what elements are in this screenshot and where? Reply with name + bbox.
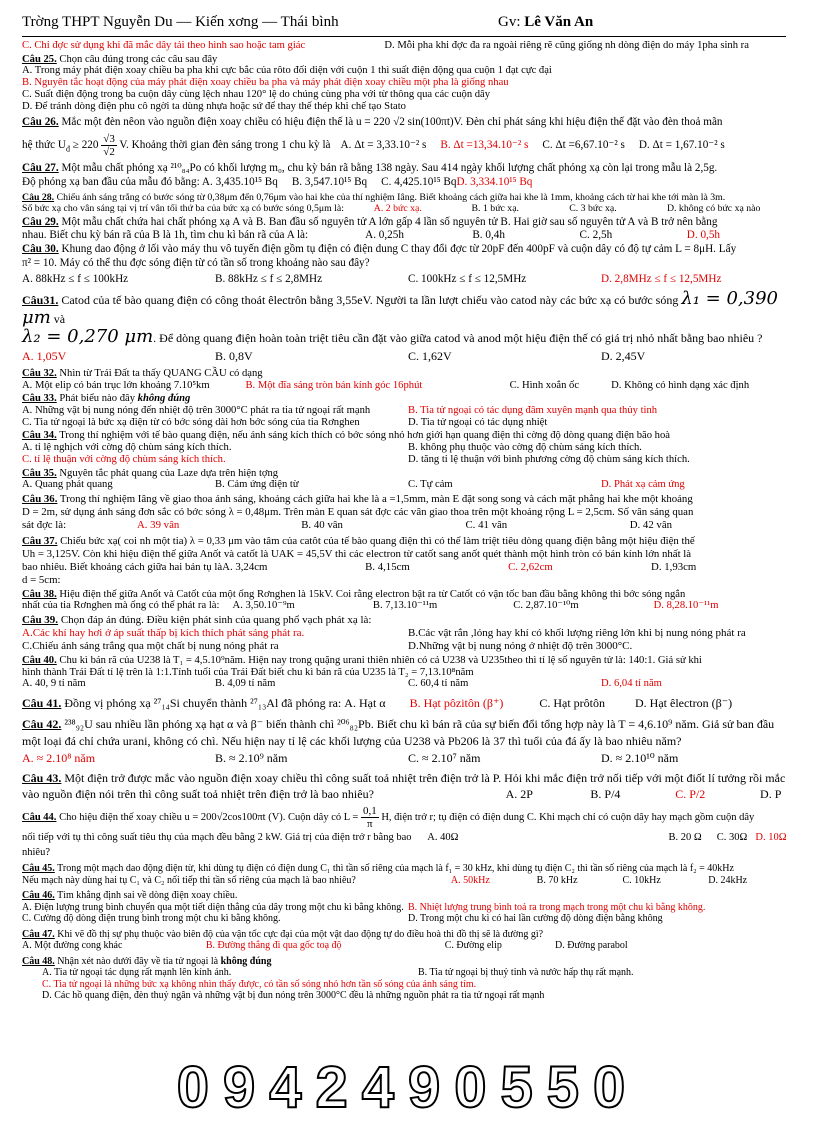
option-a: A. 50kHz: [450, 874, 490, 886]
option-c: C. 100kHz ≤ f ≤ 12,5MHz: [408, 273, 527, 286]
question-27: Câu 27. Một mẫu chất phóng xạ ²¹⁰₈₄Po có khối lượng m₀, chu kỳ bán rã bằng 138 ngày. Sau 414 ngày khối lượng chất phóng xạ còn lại trong mẫu là 2,5g. Độ phóng xạ ban đầu của mẫu đó bằng: A. 3,435.10¹⁵ Bq B. 3,547.10¹⁵ Bq C. 4,425.10¹⁵ BqD. 3,334.10¹⁵ Bq: [22, 162, 718, 189]
option-a: A. 1,05V: [22, 348, 67, 363]
question-label: Câu31.: [22, 292, 59, 307]
question-47: Câu 47. Khi vẽ đồ thị sự phụ thuộc vào biên độ của vận tốc cực đại của một vật dao động tự do điều hoà thì đồ thị sẽ là đường gì? A. Một đường cong khác B. Đường thẳng đi qua gốc toạ độ C. Đường elip D. Đường parabol: [22, 929, 794, 952]
option-a: A. Những vật bị nung nóng đến nhiệt độ trên 3000°C phát ra tia tử ngoại rất mạnh: [22, 405, 371, 417]
option-a: A. Một elip có bán trục lớn khoảng 7.10⁵km: [22, 379, 210, 391]
option-d: D. Phát xạ cảm ứng: [601, 479, 685, 491]
option-a: A. 0,25h: [365, 228, 404, 241]
question-label: Câu 45.: [22, 863, 55, 875]
teacher-name: Lê Văn An: [524, 14, 594, 30]
option-a: A. Điện lượng trung bình chuyển qua một tiết diện thẳng của dây trong một chu kì bằng không.: [22, 901, 404, 913]
option-c: C. 60,4 tỉ năm: [408, 678, 469, 690]
option-c: C. Tia tử ngoại là bức xạ điện từ có bớc sóng dài hơn bớc sóng của tia Rơnghen: [22, 416, 360, 428]
option-a: A. Trong máy phát điện xoay chiều ba pha khi cực bắc của rôto đối diện với cuộn 1 thì suất điện động qua cuộn 1 đạt cực đại: [22, 65, 552, 77]
question-label: Câu 38.: [22, 588, 57, 600]
option-a: A. 3,50.10⁻⁹m: [232, 600, 295, 612]
option-b: B. Δt =13,34.10⁻² s: [440, 139, 529, 152]
option-b: B. 0,8V: [215, 348, 253, 363]
option-d: D.Những vật bị nung nóng ở nhiệt độ trên 3000°C.: [408, 639, 633, 652]
option-b: B. 4,09 tỉ năm: [215, 678, 276, 690]
option-b: B. 20 Ω: [668, 832, 702, 844]
option-c: C. Δt =6,67.10⁻² s: [542, 139, 625, 152]
option-c: C. 41 vân: [465, 518, 508, 531]
option-d: D. 2,8MHz ≤ f ≤ 12,5MHz: [601, 273, 722, 286]
option-d: D. 0,5h: [686, 228, 721, 241]
question-26: Câu 26. Mắc một đèn nêon vào nguồn điện xoay chiều có hiệu điện thế là u = 220 √2 sin(100πt)V. Đèn chỉ phát sáng khi hiệu điện thế đặt vào đèn thoả mãn hệ thức $U_đ \ge 220$ $\frac{√3}{√2}$ V. Khoảng thời gian đèn sáng trong 1 chu kỳ là A. Δt = 3,33.10⁻² s B. Δt =13,34.10⁻² s C. Δt =6,67.10⁻² s D. Δt = 1,67.10⁻² s: [22, 116, 725, 159]
question-label: Câu 30.: [22, 243, 59, 256]
option-c: C. 30Ω: [716, 832, 748, 844]
option-a: A. 3,435.10¹⁵ Bq: [201, 176, 278, 189]
option-b: B. 3,547.10¹⁵ Bq: [291, 176, 368, 189]
option-d: D. 6,04 tỉ năm: [601, 678, 662, 690]
question-label: Câu 47.: [22, 928, 55, 940]
question-label: Câu 32.: [22, 367, 57, 379]
option-b: B. 40 vân: [301, 518, 343, 531]
option-d: D. tăng tỉ lệ thuận với bình phương cờng độ chùm sáng kích thích.: [408, 453, 690, 465]
option-a: A. 39 vân: [136, 518, 180, 531]
option-a: A. 88kHz ≤ f ≤ 100kHz: [22, 273, 129, 286]
option-c: C. 10kHz: [622, 874, 661, 886]
option-d: D. 1,93cm: [651, 560, 697, 573]
option-b: B. Tia tử ngoại bị thuỷ tinh và nước hấp thụ rất mạnh.: [418, 967, 634, 979]
question-label: Câu 39.: [22, 613, 59, 626]
option-d: D. Đường parabol: [555, 940, 628, 952]
question-label: Câu 25.: [22, 53, 57, 65]
question-label: Câu 28.: [22, 192, 55, 204]
option-d: D. Để tránh dòng điện phu cô ngời ta dùng nhựa hoặc sứ để thay thế thép khi chế tạo Stato: [22, 100, 406, 112]
option-c: C. Hình xoắn ốc: [509, 379, 580, 391]
question-label: Câu 37.: [22, 535, 58, 548]
question-label: Câu 43.: [22, 771, 62, 786]
question-label: Câu 44.: [22, 811, 57, 823]
question-48: Câu 48. Nhận xét nào dưới đây về tia tử ngoại là không đúng A. Tia tử ngoại tác dụng rất mạnh lên kính ảnh. B. Tia tử ngoại bị thuỷ tinh và nước hấp thụ rất mạnh. C. Tia tử ngoại là những bức xạ không nhìn thấy được, có tần số sóng nhỏ hơn tần số sóng của ánh sáng tím. D. Các hồ quang điện, đèn thuỷ ngân và những vật bị đun nóng trên 3000°C đều là những nguồn phát ra tia tử ngoại rất mạnh: [22, 956, 794, 1002]
option-a: A. 2 bức xạ.: [373, 203, 422, 215]
question-label: Câu 27.: [22, 162, 59, 175]
question-label: Câu 36.: [22, 492, 58, 505]
option-c: C. Tia tử ngoại là những bức xạ không nhìn thấy được, có tần số sóng nhỏ hơn tần số sóng của ánh sáng tím.: [42, 978, 477, 990]
option-c: C. Đường elip: [444, 940, 502, 952]
question-24-tail: [22, 40, 794, 52]
option-a: A. 2P: [505, 787, 533, 802]
question-label: Câu 42.: [22, 717, 62, 732]
option-d: D. 3,334.10¹⁵ Bq: [456, 176, 533, 189]
option-a: A. 40Ω: [427, 832, 459, 844]
option-c: C. P/2: [675, 787, 706, 802]
teacher-credit: Gv: Lê Văn An: [498, 14, 594, 30]
question-25: Câu 25. Chọn câu đúng trong các câu sau đây A. Trong máy phát điện xoay chiều ba pha khi cực bắc của rôto đối diện với cuộn 1 thì suất điện động qua cuộn 1 đạt cực đại B. Nguyên tắc hoạt động của máy phát điện xoay chiều ba pha và máy phát điện xoay chiều một pha là giống nhau C. Suất điện động trong ba cuộn dây cùng lệch nhau 120° lệ do chúng cùng pha với từ thông qua các cuộn dây D. Để tránh dòng điện phu cô ngời ta dùng nhựa hoặc sứ để thay thế thép khi chế tạo Stato: [22, 54, 794, 113]
question-36: Câu 36. Trong thí nghiệm Iâng về giao thoa ánh sáng, khoảng cách giữa hai khe là a =1,5mm, màn E đặt song song và cách mặt phẳng hai khe một khoảng D = 2m, sử dụng ánh sáng đơn sắc có bớc sóng λ = 0,48μm. Trên màn E quan sát đợc các vân giao thoa trên một khoảng rộng L = 2,5cm. Số vân sáng quan sát đợc là: A. 39 vân B. 40 vân C. 41 vân D. 42 vân: [22, 493, 794, 531]
question-44: Câu 44. Cho hiệu điện thế xoay chiều u = 200√2cos100πt (V). Cuộn dây có L = $\frac{0,1}{\pi}$ H, điện trở r; tụ điện có điện dung C. Khi mạch chỉ có cuộn dây hay mạch gồm cuộn dây nối tiếp với tụ thì công suất tiêu thụ của mạch đều bằng 2 kW. Giá trị của điện trở r bằng bao nhiêu? A. 40Ω B. 20 Ω C. 30Ω D. 10Ω: [22, 805, 794, 860]
question-34: Câu 34. Trong thí nghiệm với tế bào quang điện, nếu ánh sáng kích thích có bớc sóng nhỏ hơn giới hạn quang điện thì cờng độ dòng quang điện bão hoà A. tỉ lệ nghịch với cờng độ chùm sáng kích thích. B. không phụ thuộc vào cờng độ chùm sáng kích thích. C. tỉ lệ thuận với cờng độ chùm sáng kích thích. D. tăng tỉ lệ thuận với bình phương cờng độ chùm sáng kích thích.: [22, 430, 794, 465]
option-a: A. Hạt α: [344, 696, 386, 711]
question-label: Câu 34.: [22, 430, 57, 442]
question-42: Câu 42. ²³⁸₉₂U sau nhiều lần phóng xạ hạt α và β⁻ biến thành chì ²⁰⁶₈₂Pb. Biết chu kì bán rã của sự biến đổi tổng hợp này là T = 4,6.10⁹ năm. Giả sử ban đầu một loại đá chỉ chứa urani, không có chì. Nếu hiện nay tỉ lệ các khối lượng của U238 và Pb206 là 37 thì tuổi của đá ấy là bao nhiêu năm? A. ≈ 2.10⁸ năm B. ≈ 2.10⁹ năm C. ≈ 2.10⁷ năm D. ≈ 2.10¹⁰ năm: [22, 716, 794, 767]
question-46: Câu 46. Tìm khẳng định sai về dòng điện xoay chiều. A. Điện lượng trung bình chuyển qua một tiết diện thẳng của dây trong một chu kì bằng không. B. Nhiệt lượng trung bình toả ra trong mạch trong một chu kì bằng không. C. Cường độ dòng điện trung bình trong một chu kì bằng không. D. Trong một chu kì có hai lần cường độ dòng điện bằng không: [22, 890, 794, 925]
option-a: A. Quang phát quang: [22, 479, 113, 491]
option-b: B. không phụ thuộc vào cờng độ chùm sáng kích thích.: [408, 442, 642, 454]
option-d: D. ≈ 2.10¹⁰ năm: [601, 751, 679, 766]
option-d: D. Δt = 1,67.10⁻² s: [638, 139, 725, 152]
question-28: Câu 28. Chiếu ánh sáng trắng có bước sóng từ 0,38μm đến 0,76μm vào hai khe của thí nghiệm Iâng. Biết khoảng cách giữa hai khe là 1mm, khoảng cách từ hai khe tới màn là 3m. Số bức xạ cho vân sáng tại vị trí vân tối thứ ba của bức xạ có bước sóng 0,5μm là: A. 2 bức xạ. B. 1 bức xạ. C. 3 bức xạ. D. không có bức xạ nào: [22, 192, 794, 214]
question-33: Câu 33. Phát biểu nào đây không đúng A. Những vật bị nung nóng đến nhiệt độ trên 3000°C phát ra tia tử ngoại rất mạnh B. Tia tử ngoại có tác dụng đâm xuyên mạnh qua thủy tinh C. Tia tử ngoại là bức xạ điện từ có bớc sóng dài hơn bớc sóng của tia Rơnghen D. Tia tử ngoại có tác dụng nhiệt: [22, 393, 794, 428]
option-d: D. Không có hình dạng xác định: [611, 379, 750, 391]
page-header: [22, 12, 786, 37]
school-name: Trờng THPT Nguyễn Du — Kiến xơng — Thái bình: [22, 14, 339, 30]
question-31: Câu31. Catod của tế bào quang điện có công thoát êlectrôn bằng 3,55eV. Người ta lần lượt chiếu vào catod này các bức xạ có bước sóng λ₁ = 0,390 μm và λ₂ = 0,270 μm. Để dòng quang điện hoàn toàn triệt tiêu cần đặt vào giữa catod và anod một hiệu điện thế có giá trị nhỏ nhất bằng bao nhiêu ? A. 1,05V B. 0,8V C. 1,62V D. 2,45V: [22, 290, 794, 365]
option-a: A.Các khí hay hơi ở áp suất thấp bị kích thích phát sáng phát ra.: [22, 626, 305, 639]
option-b: B. 1 bức xạ.: [471, 203, 519, 215]
fraction: $\frac{0,1}{\pi}$: [362, 805, 377, 831]
question-label: Câu 33.: [22, 393, 57, 405]
question-30: Câu 30. Khung dao động ở lối vào máy thu vô tuyến điện gồm tụ điện có điện dung C thay đổi đợc từ 20pF đến 400pF và cuộn dây có độ tự cảm L = 8μH. Lấy π² = 10. Máy có thể thu đợc sóng điện từ có tần số trong khoảng nào sau đây? A. 88kHz ≤ f ≤ 100kHz B. 88kHz ≤ f ≤ 2,8MHz C. 100kHz ≤ f ≤ 12,5MHz D. 2,8MHz ≤ f ≤ 12,5MHz: [22, 243, 794, 287]
option-b: B.Các vật rắn ,lỏng hay khí có khối lượng riêng lớn khi bị nung nóng phát ra: [408, 626, 746, 639]
lambda-1: λ₁ = 0,390 μm: [22, 287, 778, 328]
question-38: Câu 38. Hiệu điện thế giữa Anốt và Catốt của một ống Rơnghen là 15kV. Coi rằng electron bật ra từ Catốt có vận tốc ban đầu bằng không thì bớc sóng ngắn nhất của tia Rơnghen mà ống có thể phát ra là: A. 3,50.10⁻⁹m B. 7,13.10⁻¹¹m C. 2,87.10⁻¹⁰m D. 8,28.10⁻¹¹m: [22, 589, 794, 612]
option-d: D. Hạt êlectron (β⁻): [635, 696, 733, 711]
option-d: D. 24kHz: [708, 874, 748, 886]
question-37: Câu 37. Chiếu bức xạ( coi nh một tia) λ = 0,33 μm vào tâm của catôt của tế bào quang điện thì có thể làm triệt tiêu dòng quang điện bằng một hiệu điện thế Uh = 3,125V. Còn khi hiệu điện thế giữa Anốt và catốt là UAK = 45,5V thì các electron từ catốt sang anốt quét thành một hình tròn có bán kính lớn nhất là bao nhiêu. Biết khoảng cách giữa hai bản tụ là d = 5cm: A. 3,24cm B. 4,15cm C. 2,62cm D. 1,93cm: [22, 535, 794, 586]
option-c: C. 2,62cm: [508, 560, 553, 573]
question-label: Câu 48.: [22, 955, 55, 967]
question-label: Câu 40.: [22, 654, 57, 666]
question-label: Câu 46.: [22, 890, 55, 902]
option-a: A. 3,24cm: [222, 560, 268, 573]
option-d: D. Các hồ quang điện, đèn thuỷ ngân và những vật bị đun nóng trên 3000°C đều là những nguồn phát ra tia tử ngoại rất mạnh: [42, 990, 545, 1002]
option-a: A. 40, 9 tỉ năm: [22, 678, 86, 690]
option-d: D. 2,45V: [601, 348, 646, 363]
option-a: A. Δt = 3,33.10⁻² s: [340, 139, 427, 152]
option-d: D. 8,28.10⁻¹¹m: [653, 600, 719, 612]
option-d: D. 42 vân: [629, 518, 673, 531]
option-b: B. Đường thẳng đi qua gốc toạ độ: [205, 940, 342, 952]
option-b: B. Nhiệt lượng trung bình toả ra trong mạch trong một chu kì bằng không.: [408, 901, 706, 913]
q24-option-d: D. Mỗi pha khi đợc đa ra ngoài riêng rẽ cũng giống nh dòng điện do máy 1pha sinh ra: [384, 40, 749, 51]
question-43: Câu 43. Một điện trở được mắc vào nguồn điện xoay chiều thì công suất toả nhiệt trên điện trở là P. Hỏi khi mắc điện trở nối tiếp với một điốt lí tưởng rồi mắc vào nguồn điện nói trên thì công suất toả nhiệt trên điện trở là bao nhiêu? A. 2P B. P/4 C. P/2 D. P: [22, 770, 794, 802]
option-d: D. Trong một chu kì có hai lần cường độ dòng điện bằng không: [408, 913, 663, 925]
option-b: B. ≈ 2.10⁹ năm: [215, 751, 288, 766]
option-d: D. Tia tử ngoại có tác dụng nhiệt: [408, 416, 548, 428]
option-c: C. 2,87.10⁻¹⁰m: [513, 600, 579, 612]
option-c: C. Cường độ dòng điện trung bình trong một chu kì bằng không.: [22, 913, 281, 925]
option-a: A. Tia tử ngoại tác dụng rất mạnh lên kính ảnh.: [42, 967, 232, 979]
option-c: C. 3 bức xạ.: [569, 203, 617, 215]
option-b: B. Nguyên tắc hoạt động của máy phát điện xoay chiều ba pha và máy phát điện xoay chiều một pha là giống nhau: [22, 77, 509, 89]
fraction: $\frac{√3}{√2}$: [103, 133, 115, 159]
question-label: Câu 26.: [22, 116, 59, 129]
option-b: B. 70 kHz: [536, 874, 578, 886]
question-32: Câu 32. Nhìn từ Trái Đất ta thấy QUANG CẦU có dạng A. Một elip có bán trục lớn khoảng 7.10⁵km B. Một đĩa sáng tròn bán kính góc 16phút C. Hình xoắn ốc D. Không có hình dạng xác định: [22, 368, 794, 391]
option-b: B. Hạt pôzitôn (β⁺): [409, 696, 504, 711]
option-c: C. 2,5h: [579, 228, 613, 241]
lambda-2: λ₂ = 0,270 μm: [22, 325, 154, 347]
option-c: C. Tự cảm: [408, 479, 453, 491]
option-b: B. 4,15cm: [365, 560, 410, 573]
q24-option-c: C. Chỉ đợc sử dụng khi đã mắc dây tải theo hình sao hoặc tam giác: [22, 40, 306, 51]
option-b: B. Cảm ứng điện từ: [215, 479, 299, 491]
question-label: Câu 29.: [22, 216, 59, 229]
option-b: B. P/4: [590, 787, 621, 802]
option-c: C. ≈ 2.10⁷ năm: [408, 751, 481, 766]
option-d: D. P: [760, 787, 782, 802]
option-b: B. 7,13.10⁻¹¹m: [372, 600, 438, 612]
question-41: Câu 41. Đồng vị phóng xạ ²⁷₁₄Si chuyển thành ²⁷₁₃Al đã phóng ra: A. Hạt α B. Hạt pôzitôn (β⁺) C. Hạt prôtôn D. Hạt êlectron (β⁻): [22, 696, 733, 711]
option-b: B. Tia tử ngoại có tác dụng đâm xuyên mạnh qua thủy tinh: [408, 405, 658, 417]
question-list: [22, 40, 794, 1004]
option-c: C.Chiếu ánh sáng trắng qua một chất bị nung nóng phát ra: [22, 639, 279, 652]
phone-number-banner: 0942490550: [176, 1055, 640, 1120]
option-c: C. Suất điện động trong ba cuộn dây cùng lệch nhau 120° lệ do chúng cùng pha với từ thông qua các cuộn dây: [22, 88, 491, 100]
option-c: C. tỉ lệ thuận với cờng độ chùm sáng kích thích.: [22, 453, 226, 465]
option-a: A. tỉ lệ nghịch với cờng độ chùm sáng kích thích.: [22, 442, 232, 454]
option-d: D. không có bức xạ nào: [666, 203, 761, 215]
question-29: Câu 29. Một mẫu chất chứa hai chất phóng xạ A và B. Ban đầu số nguyên tử A lớn gấp 4 lần số nguyên tử B. Hai giờ sau số nguyên tử A và B trở nên bằng nhau. Biết chu kỳ bán rã của B là 1h, tìm chu kì bán rã của A là: A. 0,25h B. 0,4h C. 2,5h D. 0,5h: [22, 216, 794, 241]
question-39: Câu 39. Chọn đáp án đúng. Điều kiện phát sinh của quang phổ vạch phát xạ là: A.Các khí hay hơi ở áp suất thấp bị kích thích phát sáng phát ra. B.Các vật rắn ,lỏng hay khí có khối lượng riêng lớn khi bị nung nóng phát ra C.Chiếu ánh sáng trắng qua một chất bị nung nóng phát ra D.Những vật bị nung nóng ở nhiệt độ trên 3000°C.: [22, 614, 794, 653]
question-label: Câu 35.: [22, 467, 57, 479]
option-b: B. 0,4h: [472, 228, 505, 241]
option-c: C. 4,425.10¹⁵ Bq: [381, 176, 457, 189]
option-a: A. ≈ 2.10⁸ năm: [22, 751, 96, 766]
option-a: A. Một đường cong khác: [22, 940, 123, 952]
option-b: B. Một đĩa sáng tròn bán kính góc 16phút: [245, 379, 423, 391]
question-label: Câu 41.: [22, 696, 62, 711]
option-d: D. 10Ω: [755, 832, 787, 844]
question-35: Câu 35. Nguyên tắc phát quang của Laze dựa trên hiện tợng A. Quang phát quang B. Cảm ứng điện từ C. Tự cảm D. Phát xạ cảm ứng: [22, 468, 794, 491]
option-c: C. Hạt prôtôn: [539, 696, 605, 711]
option-c: C. 1,62V: [408, 348, 452, 363]
option-b: B. 88kHz ≤ f ≤ 2,8MHz: [215, 273, 323, 286]
question-45: Câu 45. Trong một mạch dao động điện từ, khi dùng tụ điện có điện dung C₁ thì tần số riêng của mạch là f₁ = 30 kHz, khi dùng tụ điện C₂ thì tần số riêng của mạch là f₂ = 40kHz Nếu mạch này dùng hai tụ C₁ và C₂ nối tiếp thì tần số riêng của mạch là bao nhiêu? A. 50kHz B. 70 kHz C. 10kHz D. 24kHz: [22, 863, 794, 886]
question-40: Câu 40. Chu kì bán rã của U238 là T₁ = 4,5.10⁹năm. Hiện nay trong quặng urani thiên nhiên có cả U238 và U235theo thì tỉ lệ số nguyên tử là: 140:1. Giả sử khi hình thành Trái Đất tỉ lệ trên là 1:1.Tính tuổi của Trái Đất biết chu kì bán rã của U235 là T₂ = 7,13.10⁸năm A. 40, 9 tỉ năm B. 4,09 tỉ năm C. 60,4 tỉ năm D. 6,04 tỉ năm: [22, 655, 794, 690]
